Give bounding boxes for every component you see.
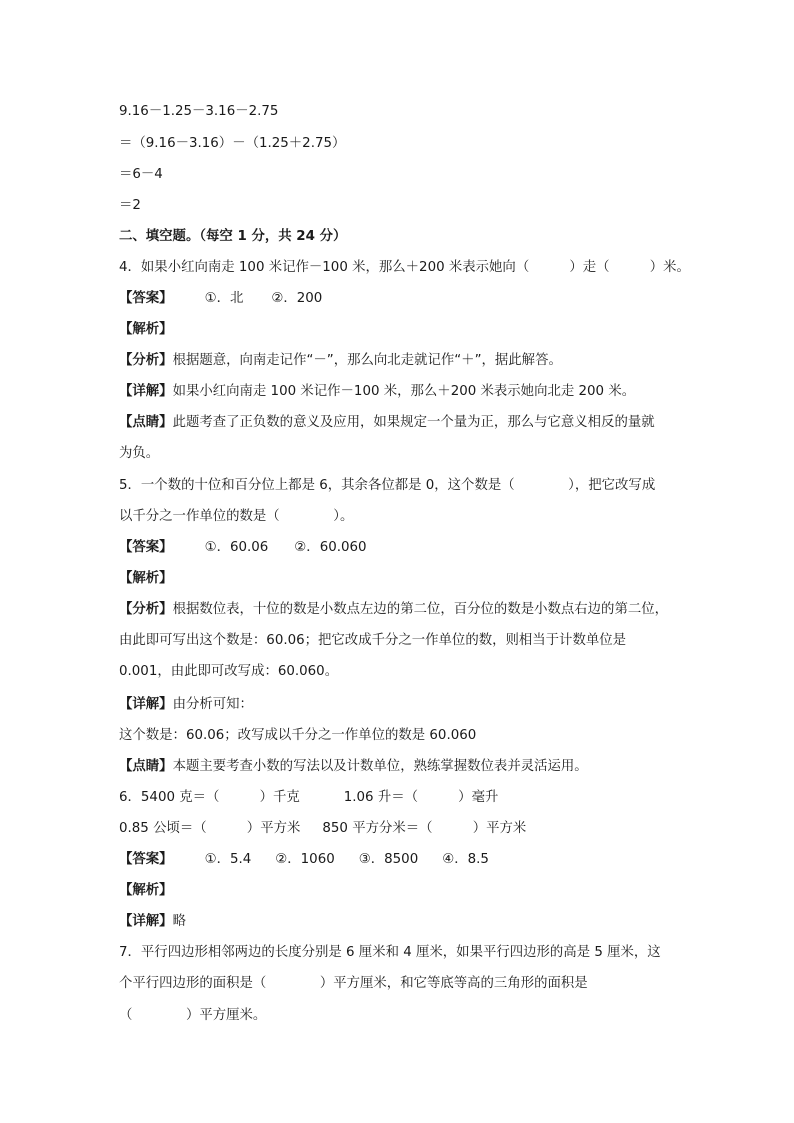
q4-fenxi-text: 根据题意，向南走记作“－”，那么向北走就记作“＋”，据此解答。 [172, 353, 562, 368]
q7-question-3: （ ）平方厘米。 [119, 1008, 267, 1023]
q5-analysis-tag: 【解析】 [119, 571, 173, 586]
q5-question-2: 以千分之一作单位的数是（ ）。 [119, 509, 354, 524]
fenxi-tag: 【分析】 [119, 353, 173, 368]
q4-answer-1: ①．北 [204, 291, 244, 306]
q5-dianjing-text: 本题主要考查小数的写法以及计数单位，熟练掌握数位表并灵活运用。 [172, 759, 588, 774]
q5-fenxi-1 [119, 600, 694, 620]
q6-answer-3: ③．8500 [358, 852, 419, 867]
fenxi-tag: 【分析】 [119, 602, 173, 617]
q4-dianjing [119, 413, 694, 433]
q4-answer-2: ②．200 [271, 291, 323, 306]
q6-answer-row [119, 850, 694, 870]
q7-question-2: 个平行四边形的面积是（ ）平方厘米，和它等底等高的三角形的面积是 [119, 976, 588, 991]
q6-answer-2: ②．1060 [275, 852, 335, 867]
q4-xiangjie-text: 如果小红向南走 100 米记作－100 米，那么＋200 米表示她向北走 200 米。 [172, 384, 636, 399]
q5-fenxi-2: 由此即可写出这个数是：60.06；把它改成千分之一作单位的数，则相当于计数单位是 [119, 633, 627, 648]
q4-answer-row [119, 289, 694, 309]
q5-answer-row [119, 538, 694, 558]
answer-tag: 【答案】 [119, 291, 173, 306]
q4-dianjing-text: 此题考查了正负数的意义及应用，如果规定一个量为正，那么与它意义相反的量就 [172, 415, 655, 430]
q5-fenxi-3: 0.001，由此即可改写成：60.060。 [119, 664, 339, 679]
xiangjie-tag: 【详解】 [119, 384, 173, 399]
q6-analysis-tag: 【解析】 [119, 883, 173, 898]
q7-question-1: 7．平行四边形相邻两边的长度分别是 6 厘米和 4 厘米，如果平行四边形的高是 5 厘米，这 [119, 945, 661, 960]
dianjing-tag: 【点睛】 [119, 759, 173, 774]
q6-answer-4: ④．8.5 [442, 852, 489, 867]
calc-line-3: ＝6－4 [119, 167, 163, 182]
q4-fenxi [119, 351, 694, 371]
section-heading: 二、填空题。（每空 1 分，共 24 分） [119, 229, 347, 244]
q5-xiangjie [119, 695, 694, 715]
answer-tag: 【答案】 [119, 852, 173, 867]
q6-line-2 [119, 819, 694, 839]
q4-question: 4．如果小红向南走 100 米记作－100 米，那么＋200 米表示她向（ ）走（ ）米。 [119, 260, 690, 275]
xiangjie-tag: 【详解】 [119, 697, 173, 712]
q5-xiangjie-text: 由分析可知： [172, 697, 253, 712]
q5-xiangjie-2: 这个数是：60.06；改写成以千分之一作单位的数是 60.060 [119, 728, 477, 743]
q6-item-1: 6．5400 克＝（ ）千克 [119, 790, 300, 805]
calc-line-1: 9.16－1.25－3.16－2.75 [119, 104, 279, 119]
q6-item-3: 0.85 公顷＝（ ）平方米 [119, 821, 301, 836]
q6-item-4: 850 平方分米＝（ ）平方米 [322, 821, 527, 836]
calc-line-4: ＝2 [119, 198, 141, 213]
q5-fenxi-text: 根据数位表，十位的数是小数点左边的第二位，百分位的数是小数点右边的第二位， [172, 602, 669, 617]
q6-xiangjie [119, 912, 694, 932]
q6-xiangjie-text: 略 [172, 914, 186, 929]
q4-xiangjie [119, 382, 694, 402]
q5-answer-1: ①．60.06 [204, 540, 269, 555]
q6-answer-1: ①．5.4 [204, 852, 252, 867]
dianjing-tag: 【点睛】 [119, 415, 173, 430]
xiangjie-tag: 【详解】 [119, 914, 173, 929]
q5-answer-2: ②．60.060 [294, 540, 367, 555]
calc-line-2: ＝（9.16－3.16）－（1.25＋2.75） [119, 136, 346, 151]
q6-item-2: 1.06 升＝（ ）毫升 [343, 790, 499, 805]
answer-tag: 【答案】 [119, 540, 173, 555]
q4-dianjing-cont: 为负。 [119, 446, 160, 461]
q6-line-1 [119, 788, 694, 808]
q5-question-1: 5．一个数的十位和百分位上都是 6，其余各位都是 0，这个数是（ ），把它改写成 [119, 478, 656, 493]
q5-dianjing [119, 757, 694, 777]
q4-analysis-tag: 【解析】 [119, 322, 173, 337]
